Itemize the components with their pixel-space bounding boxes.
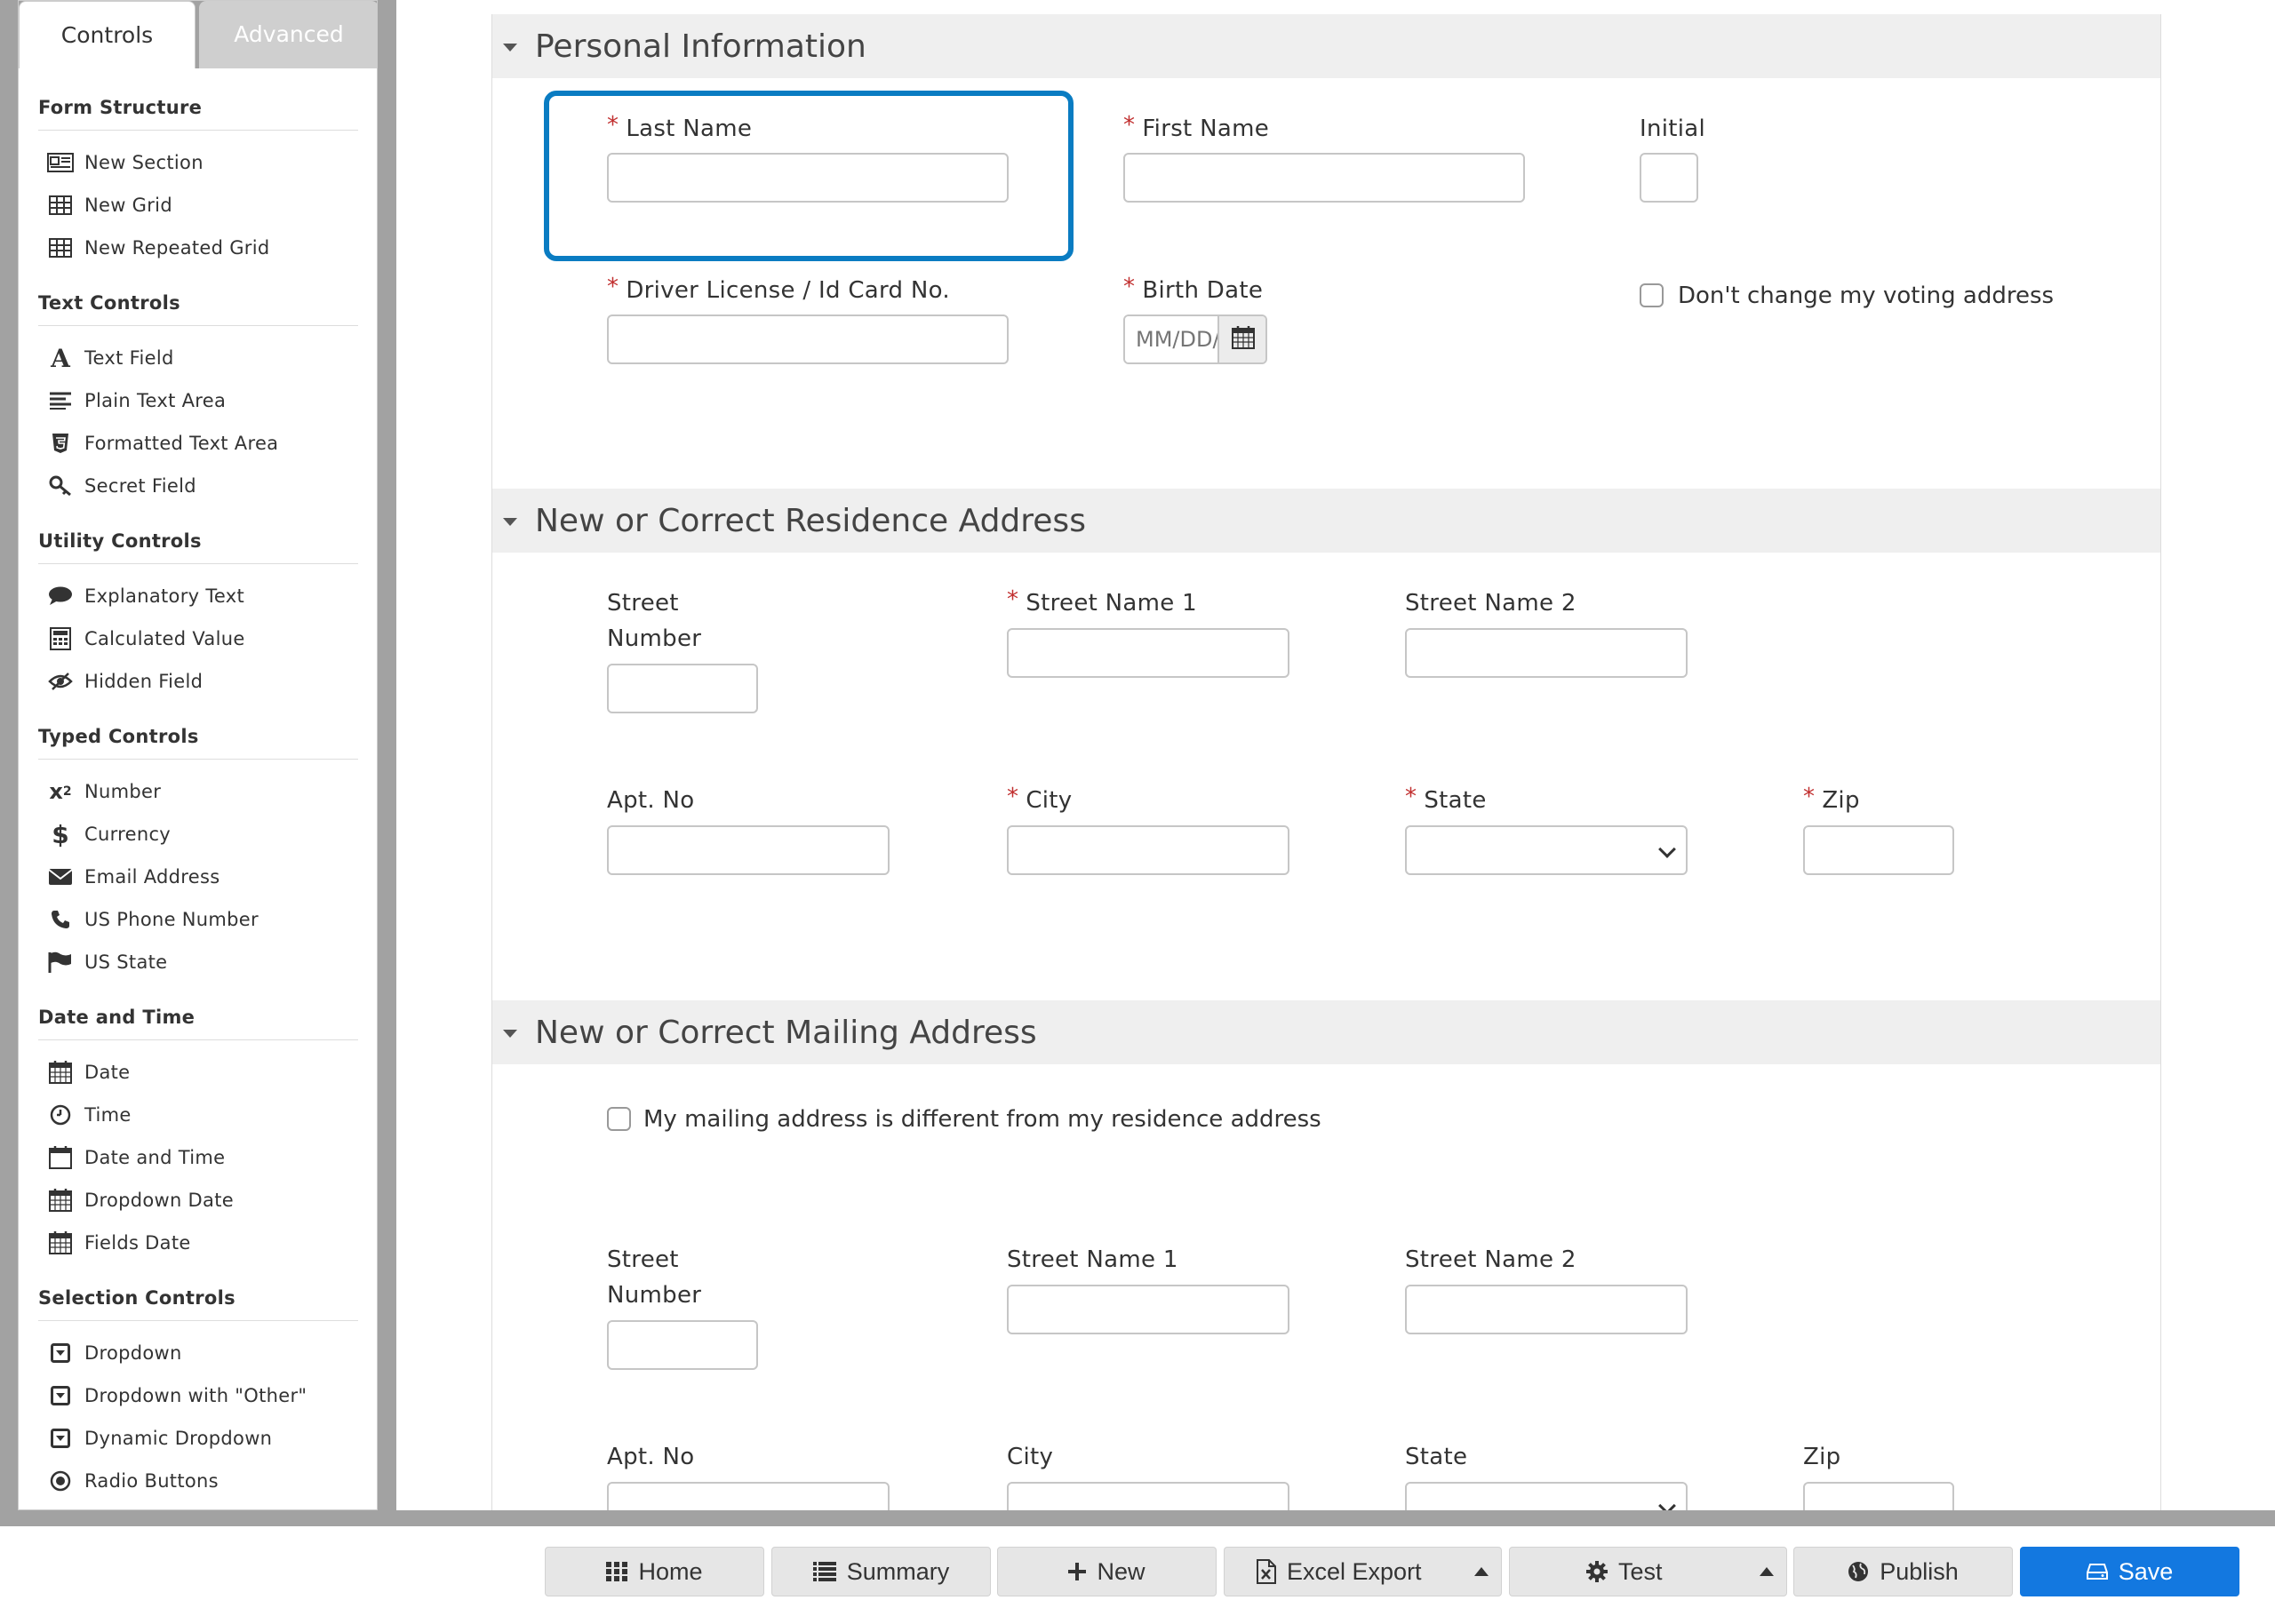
- phone-icon: [45, 909, 76, 930]
- control-date[interactable]: [38, 1051, 358, 1094]
- group-title-text-controls: Text Controls: [38, 289, 358, 326]
- res-street-number-input[interactable]: [607, 664, 758, 713]
- calendar-icon: [45, 1061, 76, 1084]
- res-street-number-label: Street Number: [607, 590, 702, 652]
- caret-square-icon: [45, 1386, 76, 1405]
- control-label: Secret Field: [84, 475, 196, 497]
- control-label: Date and Time: [84, 1147, 226, 1168]
- mail-city-label: City: [1007, 1444, 1054, 1470]
- control-email-address[interactable]: [38, 856, 358, 898]
- grid-icon: [45, 195, 76, 215]
- control-dropdown-date[interactable]: [38, 1179, 358, 1222]
- control-fields-date[interactable]: [38, 1222, 358, 1264]
- control-label: New Section: [84, 152, 204, 173]
- clock-icon: [45, 1104, 76, 1126]
- dollar-icon: $: [52, 819, 69, 849]
- controls-list: [38, 93, 358, 1502]
- save-button-label: Save: [2118, 1557, 2174, 1585]
- calendar-icon: [45, 1189, 76, 1212]
- control-new-grid[interactable]: [38, 184, 358, 227]
- home-button[interactable]: [545, 1547, 764, 1596]
- caret-square-icon: [45, 1429, 76, 1448]
- control-explanatory-text[interactable]: [38, 575, 358, 617]
- group-title-form-structure: Form Structure: [38, 93, 358, 131]
- control-label: Plain Text Area: [84, 390, 227, 411]
- collapse-caret-icon[interactable]: [503, 518, 517, 526]
- excel-file-icon: [1257, 1559, 1276, 1584]
- align-lines-icon: [45, 392, 76, 410]
- control-currency[interactable]: [38, 813, 358, 856]
- control-label: Radio Buttons: [84, 1470, 219, 1492]
- calendar-blank-icon: [45, 1146, 76, 1169]
- publish-button[interactable]: [1793, 1547, 2013, 1596]
- res-zip-label: * Zip: [1803, 784, 1860, 814]
- control-us-phone-number[interactable]: [38, 898, 358, 941]
- control-date-and-time[interactable]: [38, 1136, 358, 1179]
- no-change-voting-checkbox[interactable]: [1640, 283, 1664, 307]
- res-zip-input[interactable]: [1803, 825, 1954, 875]
- control-plain-text-area[interactable]: [38, 379, 358, 422]
- globe-icon: [1848, 1561, 1869, 1582]
- new-button[interactable]: [997, 1547, 1217, 1596]
- calendar-icon: [1232, 326, 1255, 353]
- mail-street-name-1-input[interactable]: [1007, 1285, 1289, 1334]
- no-change-voting-label: Don't change my voting address: [1678, 283, 2055, 309]
- section-header-mailing[interactable]: [492, 1000, 2160, 1064]
- license-label: * Driver License / Id Card No.: [607, 274, 950, 304]
- group-title-typed-controls: Typed Controls: [38, 722, 358, 760]
- res-apt-no-label: Apt. No: [607, 787, 695, 814]
- control-label: Text Field: [84, 347, 174, 369]
- res-city-input[interactable]: [1007, 825, 1289, 875]
- control-dropdown[interactable]: [38, 1332, 358, 1374]
- calendar-button[interactable]: [1217, 316, 1267, 362]
- mail-zip-input[interactable]: [1803, 1482, 1954, 1510]
- control-label: Email Address: [84, 866, 220, 888]
- res-street-name-2-label: Street Name 2: [1405, 590, 1577, 617]
- required-asterisk-icon: *: [607, 112, 619, 139]
- test-button[interactable]: [1509, 1547, 1787, 1596]
- license-input[interactable]: [607, 314, 1009, 364]
- birth-date-picker: [1123, 314, 1267, 364]
- calendar-icon: [45, 1231, 76, 1254]
- bottom-toolbar: [0, 1526, 2275, 1624]
- repeated-grid-icon: [45, 238, 76, 258]
- birth-date-label: * Birth Date: [1123, 274, 1264, 304]
- res-state-select[interactable]: [1405, 825, 1688, 875]
- control-label: Calculated Value: [84, 628, 245, 649]
- res-city-label: * City: [1007, 784, 1073, 814]
- control-label: Number: [84, 781, 162, 802]
- panel-tabs: [19, 1, 378, 68]
- envelope-icon: [45, 868, 76, 886]
- superscript-icon: x 2: [49, 779, 72, 804]
- control-dropdown-with-other[interactable]: [38, 1374, 358, 1417]
- res-street-name-1-label: * Street Name 1: [1007, 586, 1197, 617]
- collapse-caret-icon[interactable]: [503, 1030, 517, 1038]
- control-label: Dropdown Date: [84, 1190, 234, 1211]
- group-title-selection-controls: Selection Controls: [38, 1284, 358, 1321]
- control-label: US Phone Number: [84, 909, 259, 930]
- res-street-name-1-input[interactable]: [1007, 628, 1289, 678]
- section-header-personal[interactable]: [492, 14, 2160, 78]
- mail-street-name-1-label: Street Name 1: [1007, 1246, 1178, 1273]
- control-formatted-text-area[interactable]: [38, 422, 358, 465]
- control-new-section[interactable]: [38, 141, 358, 184]
- mail-state-select[interactable]: [1405, 1482, 1688, 1510]
- last-name-label: * Last Name: [607, 112, 753, 142]
- publish-button-label: Publish: [1880, 1557, 1959, 1585]
- required-asterisk-icon: *: [1405, 784, 1417, 810]
- first-name-label: * First Name: [1123, 112, 1269, 142]
- required-asterisk-icon: *: [1123, 112, 1136, 139]
- required-asterisk-icon: *: [607, 274, 619, 300]
- mail-apt-no-label: Apt. No: [607, 1444, 695, 1470]
- mail-street-number-input[interactable]: [607, 1320, 758, 1370]
- birth-date-input[interactable]: [1125, 316, 1217, 362]
- html5-icon: [45, 433, 76, 454]
- mail-state-label: State: [1405, 1444, 1468, 1470]
- caret-up-icon[interactable]: [1760, 1567, 1774, 1576]
- control-label: Date: [84, 1062, 131, 1083]
- control-label: Dropdown: [84, 1342, 182, 1364]
- radio-icon: [45, 1470, 76, 1492]
- chevron-down-icon: [1658, 1497, 1676, 1510]
- letter-a-icon: A: [51, 343, 70, 373]
- new-button-label: New: [1097, 1557, 1145, 1585]
- home-button-label: Home: [638, 1557, 703, 1585]
- control-label: New Repeated Grid: [84, 237, 270, 259]
- initial-label: Initial: [1640, 115, 1706, 142]
- key-icon: [45, 475, 76, 497]
- tab-controls[interactable]: Controls: [19, 1, 196, 68]
- control-number[interactable]: [38, 770, 358, 813]
- plus-icon: [1068, 1563, 1086, 1580]
- initial-input[interactable]: [1640, 153, 1698, 203]
- mailing-different-checkbox[interactable]: [607, 1107, 631, 1131]
- mailing-different-label: My mailing address is different from my residence address: [643, 1106, 1321, 1133]
- mail-apt-no-input[interactable]: [607, 1482, 890, 1510]
- control-calculated-value[interactable]: [38, 617, 358, 660]
- mail-zip-label: Zip: [1803, 1444, 1841, 1470]
- control-label: Time: [84, 1104, 132, 1126]
- control-text-field[interactable]: [38, 337, 358, 379]
- mail-street-name-2-input[interactable]: [1405, 1285, 1688, 1334]
- excel-export-button[interactable]: [1224, 1547, 1502, 1596]
- caret-up-icon[interactable]: [1474, 1567, 1489, 1576]
- excel-export-button-label: Excel Export: [1287, 1557, 1422, 1585]
- control-secret-field[interactable]: [38, 465, 358, 507]
- controls-panel: [18, 0, 378, 1510]
- control-new-repeated-grid[interactable]: [38, 227, 358, 269]
- test-button-label: Test: [1618, 1557, 1663, 1585]
- eye-slash-icon: [45, 673, 76, 690]
- control-time[interactable]: [38, 1094, 358, 1136]
- grid-dots-icon: [606, 1562, 627, 1581]
- gear-icon: [1586, 1561, 1608, 1582]
- required-asterisk-icon: *: [1803, 784, 1816, 810]
- group-title-utility-controls: Utility Controls: [38, 527, 358, 564]
- summary-button-label: Summary: [846, 1557, 950, 1585]
- group-title-date-and-time: Date and Time: [38, 1003, 358, 1040]
- required-asterisk-icon: *: [1007, 784, 1019, 810]
- res-state-label: * State: [1405, 784, 1487, 814]
- control-label: Hidden Field: [84, 671, 204, 692]
- required-asterisk-icon: *: [1007, 586, 1019, 613]
- mail-city-input[interactable]: [1007, 1482, 1289, 1510]
- caret-square-icon: [45, 1343, 76, 1363]
- speech-bubble-icon: [45, 586, 76, 606]
- tab-advanced[interactable]: Advanced: [199, 1, 378, 68]
- form-canvas: [396, 0, 2275, 1510]
- control-dynamic-dropdown[interactable]: [38, 1417, 358, 1460]
- summary-button[interactable]: [771, 1547, 991, 1596]
- res-apt-no-input[interactable]: [607, 825, 890, 875]
- section-header-residence[interactable]: [492, 489, 2160, 553]
- first-name-input[interactable]: [1123, 153, 1525, 203]
- collapse-caret-icon[interactable]: [503, 44, 517, 52]
- hard-drive-icon: [2087, 1563, 2108, 1580]
- res-street-name-2-input[interactable]: [1405, 628, 1688, 678]
- form: [491, 14, 2161, 1510]
- section-title: Personal Information: [535, 28, 866, 65]
- control-hidden-field[interactable]: [38, 660, 358, 703]
- section-title: New or Correct Residence Address: [535, 502, 1086, 539]
- flag-icon: [45, 951, 76, 973]
- control-label: Dropdown with "Other": [84, 1385, 307, 1406]
- required-asterisk-icon: *: [1123, 274, 1136, 300]
- control-label: Formatted Text Area: [84, 433, 279, 454]
- control-label: Fields Date: [84, 1232, 191, 1254]
- control-label: US State: [84, 951, 168, 973]
- chevron-down-icon: [1658, 840, 1676, 858]
- control-radio-buttons[interactable]: [38, 1460, 358, 1502]
- calculator-icon: [45, 627, 76, 650]
- save-button[interactable]: [2020, 1547, 2239, 1596]
- control-label: New Grid: [84, 195, 172, 216]
- list-icon: [813, 1562, 836, 1581]
- control-label: Explanatory Text: [84, 585, 244, 607]
- section-title: New or Correct Mailing Address: [535, 1014, 1037, 1051]
- last-name-input[interactable]: [607, 153, 1009, 203]
- control-us-state[interactable]: [38, 941, 358, 983]
- control-label: Dynamic Dropdown: [84, 1428, 273, 1449]
- control-label: Currency: [84, 824, 172, 845]
- section-icon: [45, 153, 76, 172]
- mail-street-number-label: Street Number: [607, 1246, 702, 1309]
- mail-street-name-2-label: Street Name 2: [1405, 1246, 1577, 1273]
